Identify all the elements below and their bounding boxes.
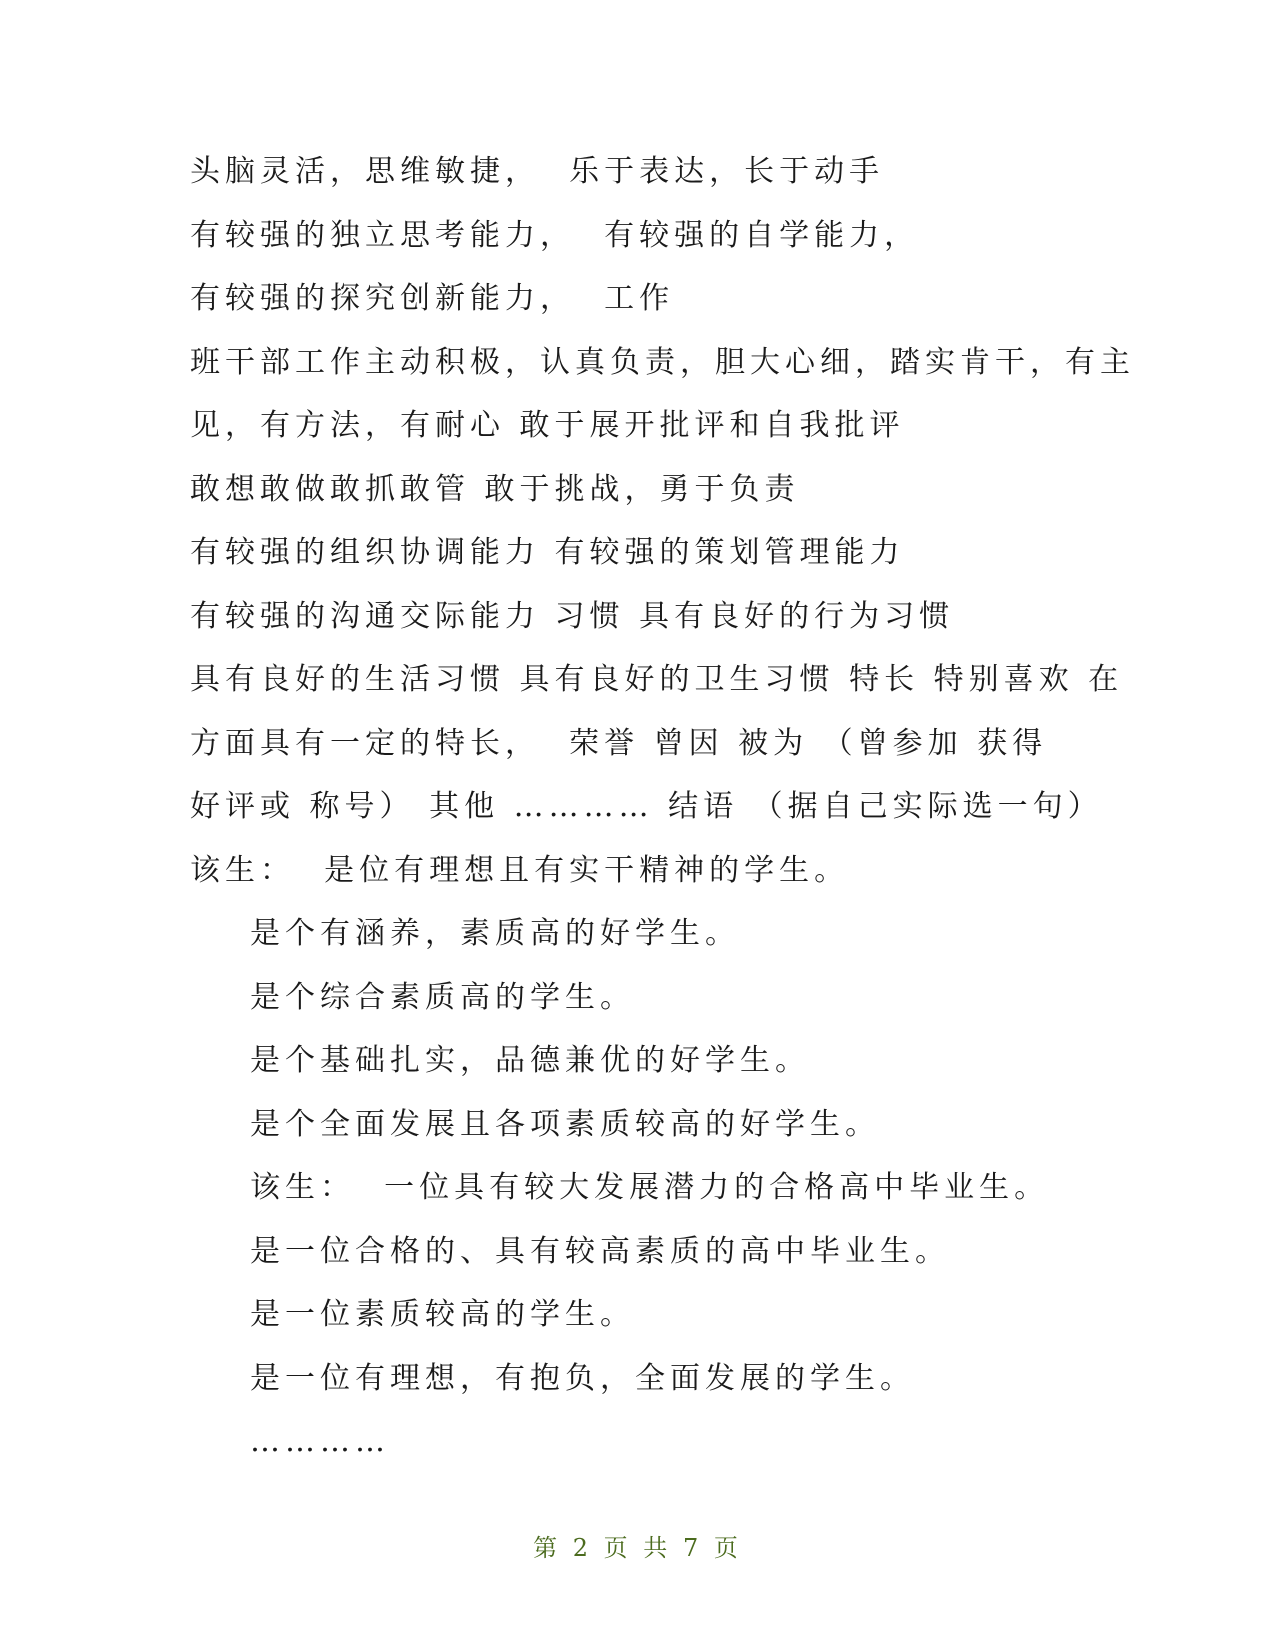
text-line: 头脑灵活，思维敏捷， 乐于表达，长于动手 [190, 154, 885, 189]
text-line: 是个基础扎实，品德兼优的好学生。 [250, 1043, 810, 1078]
text-line: 是个全面发展且各项素质较高的好学生。 [250, 1106, 880, 1142]
text-line: 具有良好的生活习惯 具有良好的卫生习惯 特长 特别喜欢 在 [190, 662, 1124, 697]
document-body [190, 140, 1135, 1474]
page-footer: 第 2 页 共 7 页 [533, 1534, 742, 1562]
text-line: 该生： 是位有理想且有实干精神的学生。 [190, 852, 850, 888]
text-line: 是一位合格的、具有较高素质的高中毕业生。 [250, 1233, 950, 1269]
text-line: 有较强的独立思考能力， 有较强的自学能力， [190, 217, 920, 253]
text-line: 有较强的探究创新能力， 工作 [190, 281, 675, 316]
text-line: 是个有涵养，素质高的好学生。 [250, 916, 740, 951]
text-line: 是一位有理想，有抱负，全面发展的学生。 [250, 1360, 915, 1396]
text-line: 班干部工作主动积极，认真负责，胆大心细，踏实肯干，有主 [190, 344, 1135, 380]
text-line: 有较强的沟通交际能力 习惯 具有良好的行为习惯 [190, 598, 955, 634]
text-line: 见，有方法，有耐心 敢于展开批评和自我批评 [190, 408, 905, 443]
text-line: 该生： 一位具有较大发展潜力的合格高中毕业生。 [250, 1170, 1050, 1205]
text-line: 是一位素质较高的学生。 [250, 1297, 635, 1332]
text-line: 是个综合素质高的学生。 [250, 979, 635, 1015]
text-line: 方面具有一定的特长， 荣誉 曾因 被为 （曾参加 获得 [190, 725, 1048, 761]
text-line: 有较强的组织协调能力 有较强的策划管理能力 [190, 535, 905, 570]
text-line: 敢想敢做敢抓敢管 敢于挑战，勇于负责 [190, 471, 800, 507]
text-line: ………… [250, 1424, 390, 1459]
text-line: 好评或 称号） 其他 ………… 结语 （据自己实际选一句） [190, 789, 1103, 824]
